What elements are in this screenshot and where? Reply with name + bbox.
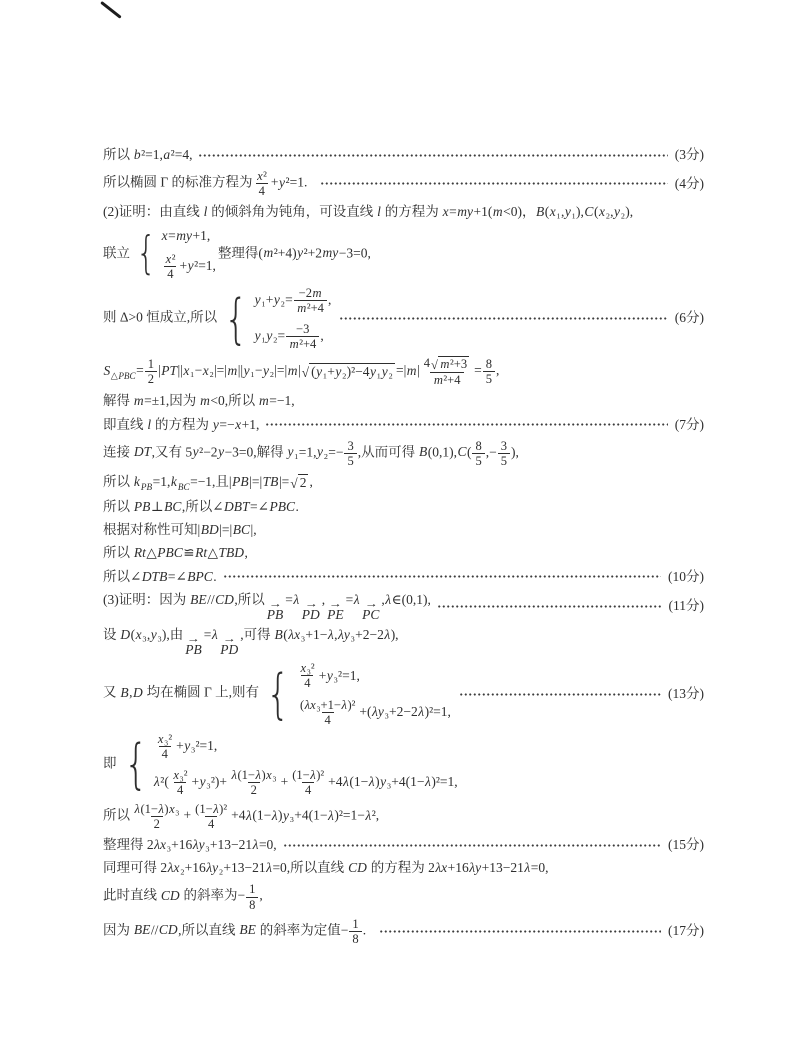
vector-arrow-icon: → (186, 634, 201, 646)
math-text: ,− (485, 444, 497, 460)
math-text: m²+3 (440, 357, 468, 372)
math-text: = (136, 362, 144, 378)
solution-line-line-equation (103, 416, 704, 434)
dotted-leader (198, 149, 667, 162)
dotted-leader (459, 688, 661, 701)
math-text: 所以 b²=1,a²=4, (103, 147, 193, 162)
math-text: + (280, 774, 289, 790)
vector-arrow-icon: → (364, 598, 378, 610)
math-text: 此时直线 CD 的斜率为− (103, 888, 246, 904)
math-text: m²+4 (433, 373, 461, 388)
line-content (103, 227, 371, 281)
vector-PE (327, 598, 344, 622)
math-text: 所以 k (103, 473, 140, 489)
math-text: x₃² (173, 767, 188, 782)
math-text: 整理得 2λx₃+16λy₃+13−21λ=0, (103, 837, 277, 853)
fraction (421, 356, 473, 387)
fraction-denominator (294, 300, 327, 315)
line-content (103, 836, 277, 854)
vector-PD (301, 598, 320, 622)
fraction (254, 169, 270, 198)
math-text: 5 (485, 372, 493, 387)
fraction-numerator (421, 356, 473, 372)
fraction-denominator (256, 183, 268, 198)
cases-group: { x=my+1, $\frac{\text{x²}}{4}$ +y²=1, (136, 227, 216, 281)
score-label: (10分) (668, 568, 704, 584)
line-content (103, 661, 453, 726)
math-text: +y₃²=1, (176, 738, 218, 754)
solution-line-expanded-system (103, 732, 704, 797)
math-text: m²+4 (289, 337, 317, 352)
fraction-denominator (174, 782, 186, 797)
fraction-numerator (289, 768, 327, 782)
fraction (228, 768, 280, 797)
cases-group: { $\frac{\text{x₃²}}{4}$ +y₃²=1, $\frac{\text{(λx₃+1−λ)²}}{4}$ +(λy₃+2−2λ)²=1, (266, 661, 451, 727)
solution-line-part2-setup (103, 203, 704, 221)
solution-line-part3-setup (103, 591, 704, 621)
math-text: 2 (250, 782, 257, 797)
cases-row (153, 768, 457, 797)
dotted-leader (339, 312, 667, 325)
fraction (344, 439, 356, 468)
sqrt-expression (431, 356, 469, 372)
vector-name: PB (185, 641, 202, 657)
math-text: x₃² (300, 661, 315, 676)
fraction (154, 732, 175, 761)
fraction-denominator (205, 816, 217, 831)
radical-icon: √ (301, 365, 310, 381)
fraction (472, 439, 484, 468)
fraction (294, 286, 327, 315)
score-label: (17分) (668, 923, 704, 939)
fraction (246, 882, 258, 911)
cases-row (254, 286, 331, 315)
line-content (103, 859, 548, 877)
fraction-denominator (322, 712, 334, 727)
math-text: 5 (475, 453, 482, 468)
math-text: S (103, 362, 111, 378)
math-text: 又 B,D 均在椭圆 Γ 上,则有 (103, 685, 260, 701)
math-text: 4 (167, 266, 174, 281)
fraction (145, 357, 157, 386)
math-text: x₃² (157, 731, 173, 746)
subscript (140, 482, 152, 492)
math-text: +y²=1. (270, 174, 315, 190)
math-text: λ(1−λ)x₃ (134, 801, 180, 816)
cases-rows (161, 227, 216, 281)
fraction (483, 357, 495, 386)
math-text: 则 Δ>0 恒成立,所以 (103, 309, 218, 325)
solution-line-perpendicular (103, 498, 704, 516)
fraction-denominator (483, 371, 495, 386)
vector-PD (220, 634, 239, 657)
math-text: 8 (352, 931, 359, 946)
solution-document (103, 146, 704, 951)
math-text: (1−λ)² (195, 801, 228, 816)
score-label: (7分) (674, 416, 704, 432)
sqrt-expression (290, 474, 308, 491)
fraction-denominator (151, 816, 163, 831)
fraction-numerator (344, 439, 356, 453)
fraction-denominator (349, 931, 361, 946)
solution-line-system (103, 227, 704, 281)
solution-line-symmetry (103, 521, 704, 539)
vector-arrow-icon: → (222, 634, 236, 646)
fraction-numerator (170, 768, 191, 782)
cases-rows (296, 661, 451, 726)
vector-name: PD (301, 606, 320, 622)
fraction-denominator (301, 675, 313, 690)
math-text: λ²( (153, 774, 169, 790)
vector-PB (185, 634, 202, 657)
math-text: x² (165, 251, 176, 266)
fraction-numerator (297, 661, 318, 675)
math-text: (2)证明：由直线 l 的倾斜角为钝角，可设直线 l 的方程为 x=my+1(m<0)，B(x₁,y₁),C(x₂,y₂), (103, 204, 634, 220)
fraction-numerator (162, 252, 178, 266)
math-text: , (327, 292, 332, 308)
line-content (103, 473, 313, 493)
solution-line-connect-dt (103, 439, 704, 468)
line-content (103, 732, 460, 797)
cases-row (296, 698, 451, 727)
math-text: 1 (352, 916, 359, 931)
solution-line-cd-equation (103, 859, 704, 877)
math-text: 4 (305, 782, 312, 797)
math-text: , (496, 362, 500, 378)
fraction-denominator (302, 782, 314, 797)
fraction-numerator (246, 882, 258, 896)
fraction (286, 322, 319, 351)
fraction-denominator (246, 897, 258, 912)
score-label: (3分) (674, 147, 704, 162)
math-text: +y²=1, (179, 258, 216, 274)
fraction (162, 252, 178, 281)
math-text: y₁y₂= (254, 328, 286, 344)
math-text: 2 (147, 372, 155, 387)
fraction-numerator (296, 286, 325, 300)
fraction-denominator (164, 266, 176, 281)
math-text: y₁+y₂= (254, 292, 293, 308)
math-text: 3 (500, 438, 508, 453)
line-content (103, 802, 379, 831)
dotted-leader (320, 177, 668, 190)
math-text: ,可得 B(λx₃+1−λ,λy₃+2−2λ), (240, 627, 399, 643)
line-content (103, 626, 399, 656)
fraction-denominator (344, 453, 356, 468)
solution-line-vieta (103, 286, 704, 351)
math-text: 4 (177, 782, 184, 797)
solution-line-point-d (103, 626, 704, 656)
solution-line-subtracted (103, 802, 704, 831)
math-text: 5 (500, 453, 508, 468)
math-text: +y₃²=1, (318, 667, 360, 683)
fraction-numerator (349, 917, 361, 931)
math-text: 4 (324, 712, 331, 727)
math-text: 1 (249, 882, 256, 897)
math-text: +(λy₃+2−2λ)²=1, (359, 703, 451, 719)
fraction-numerator (131, 802, 183, 816)
math-text: , (309, 473, 313, 489)
math-text: 4 (258, 184, 265, 199)
solution-line-slopes (103, 473, 704, 493)
math-text: 连接 DT,又有 5y²−2y−3=0,解得 y₁=1,y₂=− (103, 444, 344, 460)
math-text: . (362, 922, 373, 938)
radical-icon: √ (290, 476, 298, 492)
math-text: 4 (207, 816, 215, 831)
math-text: 4 (304, 676, 311, 691)
fraction-numerator (483, 357, 495, 371)
score-label: (13分) (668, 685, 704, 701)
fraction-denominator (472, 453, 484, 468)
math-text: =|m| (395, 362, 420, 378)
cases-group: { $\frac{\text{x₃²}}{4}$ +y₃²=1, λ²( $\frac{\text{x₃²}}{4}$ +y₃²)+ $\frac{\text{λ(1−λ)x₃}}{2}$ + $\frac{\text{(1−λ)²}}{4}$ +4λ(1−λ)y₃+4(1−λ)²=1, (123, 731, 458, 797)
math-text: −3 (296, 322, 310, 337)
fraction-numerator (293, 322, 312, 336)
math-text: , (320, 328, 324, 344)
vector-name: PB (266, 606, 284, 622)
dotted-leader (265, 418, 667, 431)
cases-row (153, 732, 217, 761)
fraction (297, 698, 358, 727)
math-text: −2m (298, 285, 322, 300)
cases-row (161, 252, 216, 281)
pen-mark (100, 1, 122, 19)
math-text: x² (257, 169, 267, 184)
radical-icon: √ (431, 358, 438, 373)
math-text: 8 (485, 357, 493, 372)
math-text: 所以∠DTB=∠BPC. (103, 568, 217, 584)
fraction-numerator (145, 357, 157, 371)
line-content (103, 203, 633, 221)
math-text: 2 (153, 816, 160, 831)
math-text: ,从而可得 B(0,1),C( (357, 444, 472, 460)
math-text: 8 (249, 897, 256, 912)
solution-line-ellipse-equation (103, 169, 704, 198)
math-text: 4 (161, 746, 168, 761)
line-content (103, 591, 431, 621)
math-text: BC (177, 481, 190, 492)
math-text: =1,k (152, 473, 177, 489)
math-text: λ(1−λ)x₃ (231, 767, 277, 782)
math-text: ), (511, 444, 519, 460)
solution-line-on-ellipse (103, 661, 704, 726)
solution-line-b2-a2 (103, 146, 704, 164)
fraction (289, 768, 327, 797)
math-text: +y₃²)+ (191, 774, 228, 790)
vector-name: PD (220, 641, 239, 657)
math-text: |PT||x₁−x₂|=|m||y₁−y₂|=|m| (158, 362, 301, 378)
math-text: 4 (423, 356, 431, 371)
sqrt-expression (302, 363, 395, 380)
fraction-numerator (154, 732, 175, 746)
fraction-numerator (297, 698, 358, 712)
math-text: ,λ∈(0,1), (381, 591, 431, 607)
fraction (131, 802, 183, 831)
cases-rows (153, 732, 457, 797)
fraction (170, 768, 191, 797)
math-text: 设 D(x₃,y₃),由 (103, 627, 184, 643)
math-text: (1−λ)² (292, 767, 325, 782)
fraction (192, 802, 230, 831)
solution-line-simplified (103, 836, 704, 854)
cases-row (254, 322, 324, 351)
vector-arrow-icon: → (328, 598, 342, 610)
dotted-leader (223, 570, 661, 583)
fraction-numerator (498, 439, 510, 453)
dotted-leader (283, 839, 661, 852)
fraction (349, 917, 361, 946)
solution-line-congruent (103, 544, 704, 562)
math-text: 2 (299, 475, 307, 491)
math-text: 解得 m=±1,因为 m<0,所以 m=−1, (103, 393, 295, 409)
line-content (103, 146, 192, 164)
math-text: 1 (147, 357, 155, 372)
radicand (438, 356, 469, 372)
radicand (298, 474, 309, 491)
cases-group: { y₁+y₂= $\frac{-2m}{\text{m²+4}}$ , y₁y₂= $\frac{-3}{\text{m²+4}}$ , (224, 285, 332, 352)
subscript (111, 371, 136, 381)
score-label: (6分) (674, 310, 704, 326)
math-text: 联立 (103, 244, 130, 260)
solution-line-be-slope (103, 917, 704, 946)
math-text: 同理可得 2λx₂+16λy₂+13−21λ=0,所以直线 CD 的方程为 2λx+16λy+13−21λ=0, (103, 860, 549, 876)
line-content (103, 917, 373, 946)
vector-arrow-icon: → (268, 598, 282, 610)
subscript (177, 482, 190, 492)
vector-PB (266, 598, 284, 622)
math-text: 8 (475, 438, 482, 453)
line-content (103, 169, 314, 198)
fraction-denominator (286, 336, 319, 351)
math-text: 3 (347, 438, 354, 453)
fraction-numerator (192, 802, 230, 816)
math-text: , (259, 888, 263, 904)
math-text: 所以椭圆 Γ 的标准方程为 (103, 174, 253, 190)
math-text: = (474, 362, 482, 378)
math-text: 因为 BE//CD,所以直线 BE 的斜率为定值− (103, 922, 349, 938)
line-content (103, 356, 499, 387)
math-text: (λx₃+1−λ)² (299, 697, 356, 712)
dotted-leader (379, 925, 661, 938)
math-text: (3)证明：因为 BE//CD,所以 (103, 591, 265, 607)
math-text: (y₁+y₂)²−4y₁y₂ (311, 364, 393, 380)
vector-name: PC (362, 606, 380, 622)
math-text: =−1,且|PB|=|TB|= (190, 473, 290, 489)
math-text: 所以 Rt△PBC≌Rt△TBD, (103, 545, 248, 561)
fraction-denominator (159, 746, 171, 761)
math-text: 根据对称性可知|BD|=|BC|, (103, 522, 257, 538)
math-text: +4λ(1−λ)y₃+4(1−λ)²=1, (328, 774, 458, 790)
math-text: 所以 (103, 807, 130, 823)
math-text: =λ (203, 627, 218, 643)
line-content (103, 521, 257, 539)
score-label: (11分) (668, 597, 704, 613)
line-content (103, 416, 259, 434)
score-label: (15分) (668, 837, 704, 853)
math-text: + (183, 807, 192, 823)
fraction-denominator (498, 453, 510, 468)
math-text: 整理得(m²+4)y²+2my−3=0, (217, 244, 371, 260)
fraction-numerator (228, 768, 280, 782)
vector-arrow-icon: → (304, 598, 318, 610)
solution-line-angle-equal (103, 568, 704, 586)
solution-line-cd-slope (103, 882, 704, 911)
radicand (309, 363, 395, 380)
fraction-denominator (430, 372, 463, 387)
fraction-denominator (145, 371, 157, 386)
math-text: =λ (345, 591, 360, 607)
math-text: m²+4 (297, 300, 324, 315)
line-content (103, 439, 519, 468)
fraction-numerator (472, 439, 484, 453)
fraction-numerator (254, 169, 270, 183)
line-content (103, 286, 333, 351)
math-text: , (321, 591, 326, 607)
line-content (103, 392, 295, 410)
line-content (103, 498, 299, 516)
fraction (498, 439, 510, 468)
math-text: PB (140, 481, 153, 492)
math-text: 5 (347, 453, 354, 468)
cases-rows (254, 286, 331, 351)
score-label: (4分) (674, 175, 704, 191)
fraction (297, 661, 318, 690)
math-text: +4λ(1−λ)y₃+4(1−λ)²=1−λ², (231, 807, 380, 823)
cases-row (161, 227, 210, 245)
solution-line-solve-m (103, 392, 704, 410)
math-text: 即 (103, 755, 117, 771)
vector-name: PE (327, 606, 344, 622)
math-text: x=my+1, (161, 227, 211, 243)
line-content (103, 882, 263, 911)
vector-PC (362, 598, 380, 622)
math-text: 即直线 l 的方程为 y=−x+1, (103, 416, 260, 432)
fraction-denominator (248, 782, 260, 797)
math-text: △PBC (110, 370, 136, 381)
cases-row (296, 661, 360, 690)
line-content (103, 544, 248, 562)
math-text: =λ (285, 591, 300, 607)
line-content (103, 568, 217, 586)
dotted-leader (437, 600, 662, 613)
math-text: 所以 PB⊥BC,所以∠DBT=∠PBC. (103, 499, 299, 515)
solution-line-area (103, 356, 704, 387)
